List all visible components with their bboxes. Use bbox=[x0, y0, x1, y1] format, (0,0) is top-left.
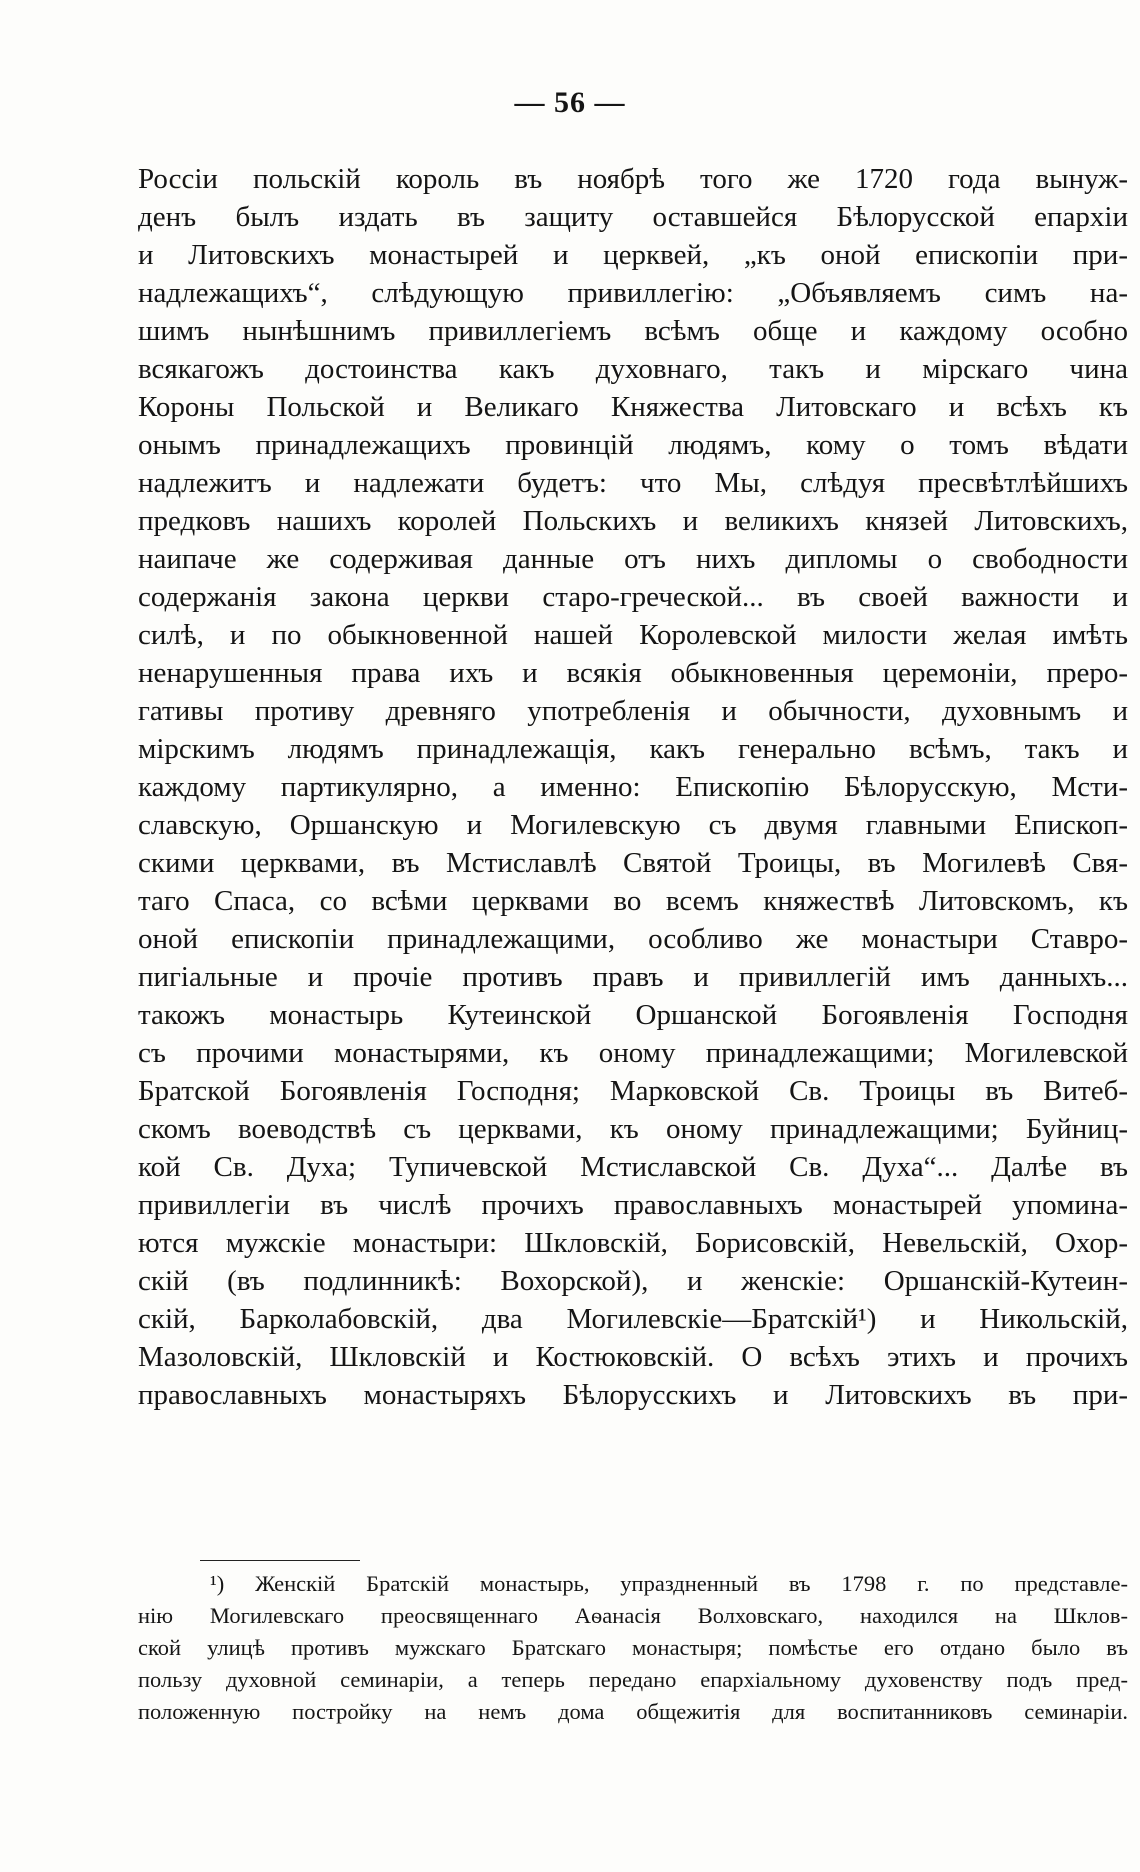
text-line: съ прочими монастырями, къ оному принадлежащими; Могилевской bbox=[138, 1037, 1128, 1069]
text-line: и Литовскихъ монастырей и церквей, „къ оной епископіи при- bbox=[138, 239, 1128, 271]
text-line: шимъ нынѣшнимъ привиллегіемъ всѣмъ обще и каждому особно bbox=[138, 315, 1128, 347]
main-text bbox=[138, 160, 1128, 1414]
text-line: силѣ, и по обыкновенной нашей Королевской милости желая имѣть bbox=[138, 619, 1128, 651]
text-line: скими церквами, въ Мстиславлѣ Святой Троицы, въ Могилевѣ Свя- bbox=[138, 847, 1128, 879]
text-line: таго Спаса, со всѣми церквами во всемъ княжествѣ Литовскомъ, къ bbox=[138, 885, 1128, 917]
page-number: — 56 — bbox=[514, 86, 626, 119]
footnote-line: ской улицѣ противъ мужскаго Братскаго монастыря; помѣстье его отдано было въ bbox=[138, 1635, 1128, 1660]
text-line: гативы противу древняго употребленія и обычности, духовнымъ и bbox=[138, 695, 1128, 727]
text-line: Короны Польской и Великаго Княжества Литовскаго и всѣхъ къ bbox=[138, 391, 1128, 423]
text-line: денъ былъ издать въ защиту оставшейся Бѣлорусской епархіи bbox=[138, 201, 1128, 233]
text-line: оной епископіи принадлежащими, особливо же монастыри Ставро- bbox=[138, 923, 1128, 955]
text-line: надлежащихъ“, слѣдующую привиллегію: „Объявляемъ симъ на- bbox=[138, 277, 1128, 309]
footnote-line: ¹) Женскій Братскій монастырь, упраздненный въ 1798 г. по представле- bbox=[210, 1571, 1128, 1596]
text-line: Мазоловскій, Шкловскій и Костюковскій. О всѣхъ этихъ и прочихъ bbox=[138, 1341, 1128, 1373]
text-line: ются мужскіе монастыри: Шкловскій, Борисовскій, Невельскій, Охор- bbox=[138, 1227, 1128, 1259]
footnote bbox=[138, 1568, 1128, 1728]
text-line: онымъ принадлежащихъ провинцій людямъ, кому о томъ вѣдати bbox=[138, 429, 1128, 461]
text-line: привиллегіи въ числѣ прочихъ православныхъ монастырей упомина- bbox=[138, 1189, 1128, 1221]
text-line: надлежитъ и надлежати будетъ: что Мы, слѣдуя пресвѣтлѣйшихъ bbox=[138, 467, 1128, 499]
footnote-line: пользу духовной семинаріи, а теперь передано епархіальному духовенству подъ пред- bbox=[138, 1667, 1128, 1692]
text-line: скій, Барколабовскій, два Могилевскіе—Братскій¹) и Никольскій, bbox=[138, 1303, 1128, 1335]
footnote-divider bbox=[200, 1560, 360, 1561]
text-line: каждому партикулярно, а именно: Епископію Бѣлорусскую, Мсти- bbox=[138, 771, 1128, 803]
text-line: мірскимъ людямъ принадлежащія, какъ генерально всѣмъ, такъ и bbox=[138, 733, 1128, 765]
text-line: Братской Богоявленія Господня; Марковской Св. Троицы въ Витеб- bbox=[138, 1075, 1128, 1107]
text-line: содержанія закона церкви старо-греческой... въ своей важности и bbox=[138, 581, 1128, 613]
footnote-line: положенную постройку на немъ дома общежитія для воспитанниковъ семинаріи. bbox=[138, 1699, 1128, 1724]
text-line: Россіи польскій король въ ноябрѣ того же 1720 года вынуж- bbox=[138, 163, 1128, 195]
text-line: предковъ нашихъ королей Польскихъ и великихъ князей Литовскихъ, bbox=[138, 505, 1128, 537]
footnote-line: нію Могилевскаго преосвященнаго Аѳанасія Волховскаго, находился на Шклов- bbox=[138, 1603, 1128, 1628]
text-line: православныхъ монастыряхъ Бѣлорусскихъ и Литовскихъ въ при- bbox=[138, 1379, 1128, 1411]
text-line: наипаче же содерживая данные отъ нихъ дипломы о свободности bbox=[138, 543, 1128, 575]
text-line: скомъ воеводствѣ съ церквами, къ оному принадлежащими; Буйниц- bbox=[138, 1113, 1128, 1145]
text-line: скій (въ подлинникѣ: Вохорской), и женскіе: Оршанскій-Кутеин- bbox=[138, 1265, 1128, 1297]
text-line: всякагожъ достоинства какъ духовнаго, такъ и мірскаго чина bbox=[138, 353, 1128, 385]
text-line: пигіальные и прочіе противъ правъ и привиллегій имъ данныхъ... bbox=[138, 961, 1128, 993]
text-line: кой Св. Духа; Тупичевской Мстиславской Св. Духа“... Далѣе въ bbox=[138, 1151, 1128, 1183]
text-line: славскую, Оршанскую и Могилевскую съ двумя главными Епископ- bbox=[138, 809, 1128, 841]
text-line: ненарушенныя права ихъ и всякія обыкновенныя церемоніи, преро- bbox=[138, 657, 1128, 689]
text-line: такожъ монастырь Кутеинской Оршанской Богоявленія Господня bbox=[138, 999, 1128, 1031]
